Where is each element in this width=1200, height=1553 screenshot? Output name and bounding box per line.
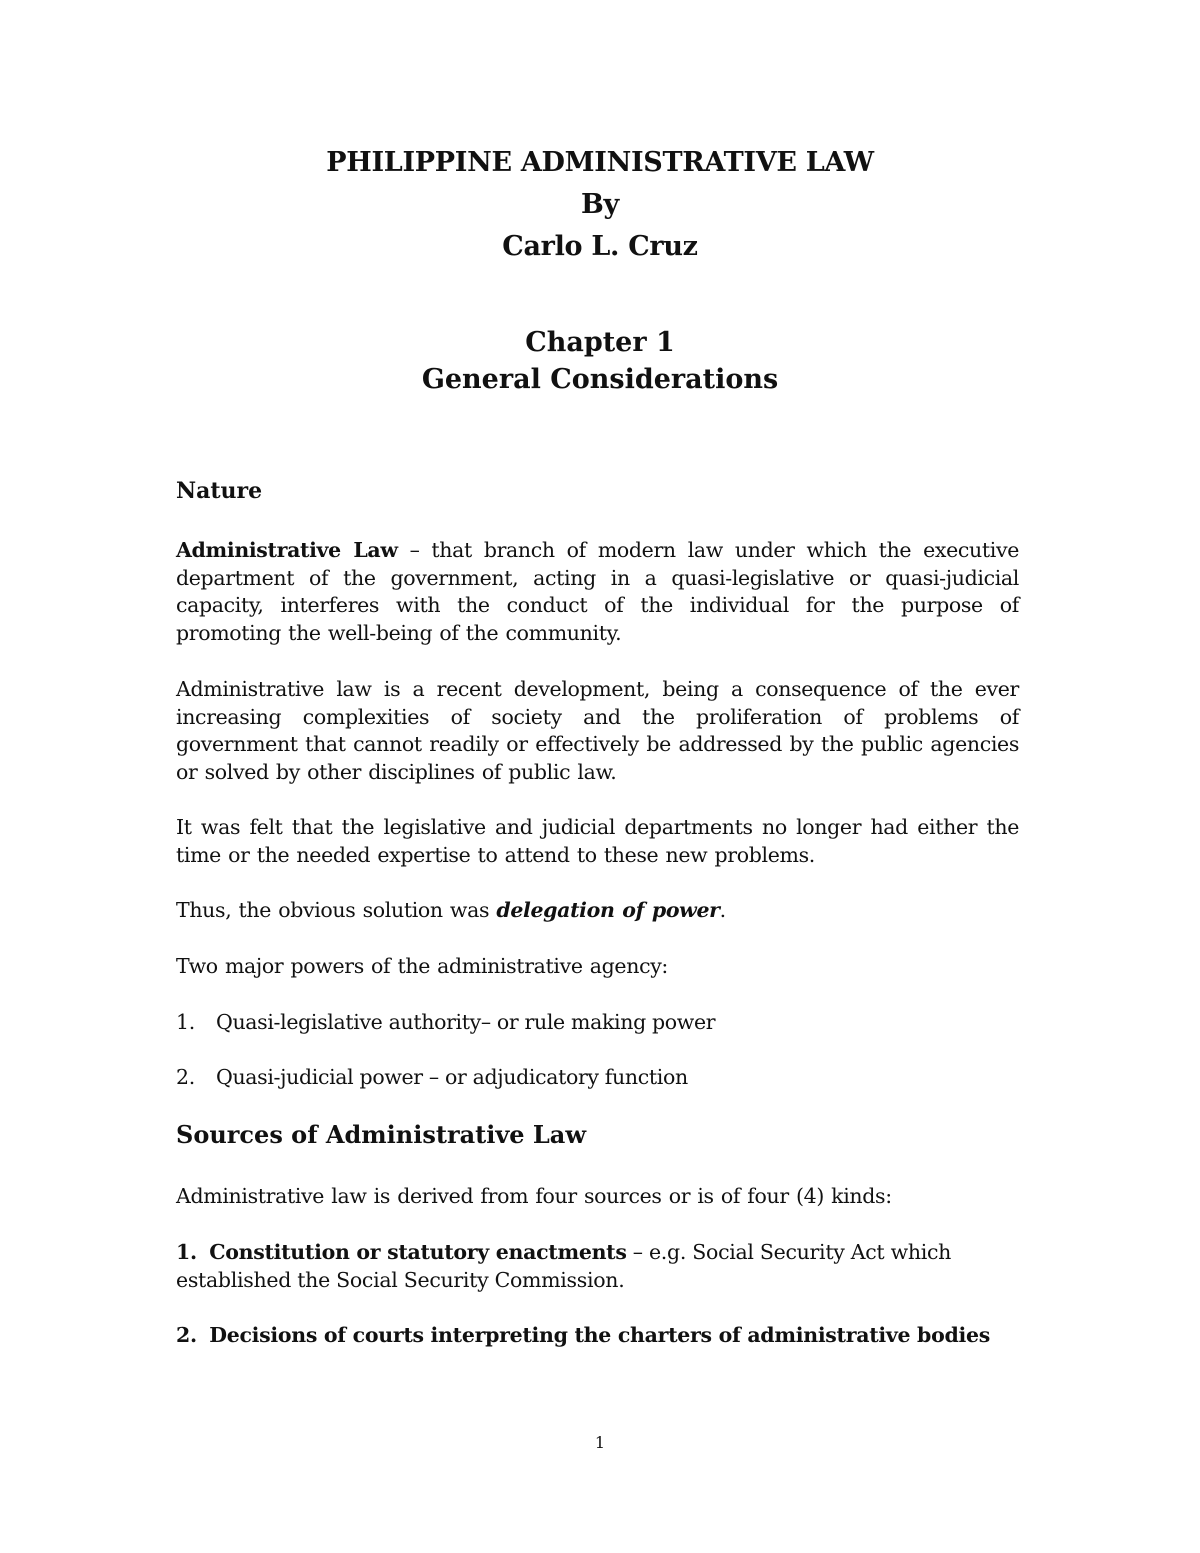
source-item <box>176 1239 1019 1294</box>
source-item <box>176 1322 1019 1350</box>
list-number: 1. <box>176 1010 195 1034</box>
powers-intro: Two major powers of the administrative agency: <box>176 954 668 978</box>
chapter-block <box>0 324 1200 398</box>
sources-heading: Sources of Administrative Law <box>176 1120 587 1149</box>
list-number: 2. <box>176 1065 195 1089</box>
author-name: Carlo L. Cruz <box>502 231 698 262</box>
title-block <box>0 142 1200 268</box>
source-number: 2. <box>176 1323 197 1347</box>
source-text: – e.g. Social Security Act which established the Social Security Commission. <box>176 1240 952 1292</box>
delegation-paragraph <box>176 897 1019 925</box>
sources-intro: Administrative law is derived from four sources or is of four (4) kinds: <box>176 1184 892 1208</box>
by-label: By <box>581 189 619 220</box>
page-number: 1 <box>594 1433 606 1452</box>
source-term: Decisions of courts interpreting the charters of administrative bodies <box>209 1323 990 1347</box>
definition-paragraph <box>176 537 1019 647</box>
power-list-item <box>176 1009 1019 1037</box>
power-list-item <box>176 1064 1019 1092</box>
delegation-emphasis: delegation of power <box>496 898 720 922</box>
source-term: Constitution or statutory enactments <box>209 1240 627 1264</box>
development-paragraph: Administrative law is a recent development, being a consequence of the ever increasing complexities of society and the proliferation of problems of government that cannot readily or effectively be addressed by the public agencies or solved by other disciplines of public law. <box>176 677 1019 784</box>
felt-paragraph: It was felt that the legislative and judicial departments no longer had either the time or the needed expertise to attend to these new problems. <box>176 815 1019 867</box>
definition-term: Administrative Law <box>176 538 398 562</box>
definition-text: – that branch of modern law under which the executive department of the government, acting in a quasi-legislative or quasi-judicial capacity, interferes with the conduct of the individual for the purpose of promoting the well-being of the community. <box>176 538 1019 645</box>
list-text: Quasi-judicial power – or adjudicatory function <box>216 1065 688 1089</box>
nature-heading: Nature <box>176 478 263 504</box>
chapter-number: Chapter 1 <box>525 327 675 358</box>
list-text: Quasi-legislative authority– or rule making power <box>216 1010 716 1034</box>
chapter-title: General Considerations <box>421 364 779 395</box>
book-title: PHILIPPINE ADMINISTRATIVE LAW <box>326 147 874 178</box>
delegation-prefix: Thus, the obvious solution was <box>176 898 497 922</box>
delegation-suffix: . <box>719 898 726 922</box>
source-number: 1. <box>176 1240 197 1264</box>
